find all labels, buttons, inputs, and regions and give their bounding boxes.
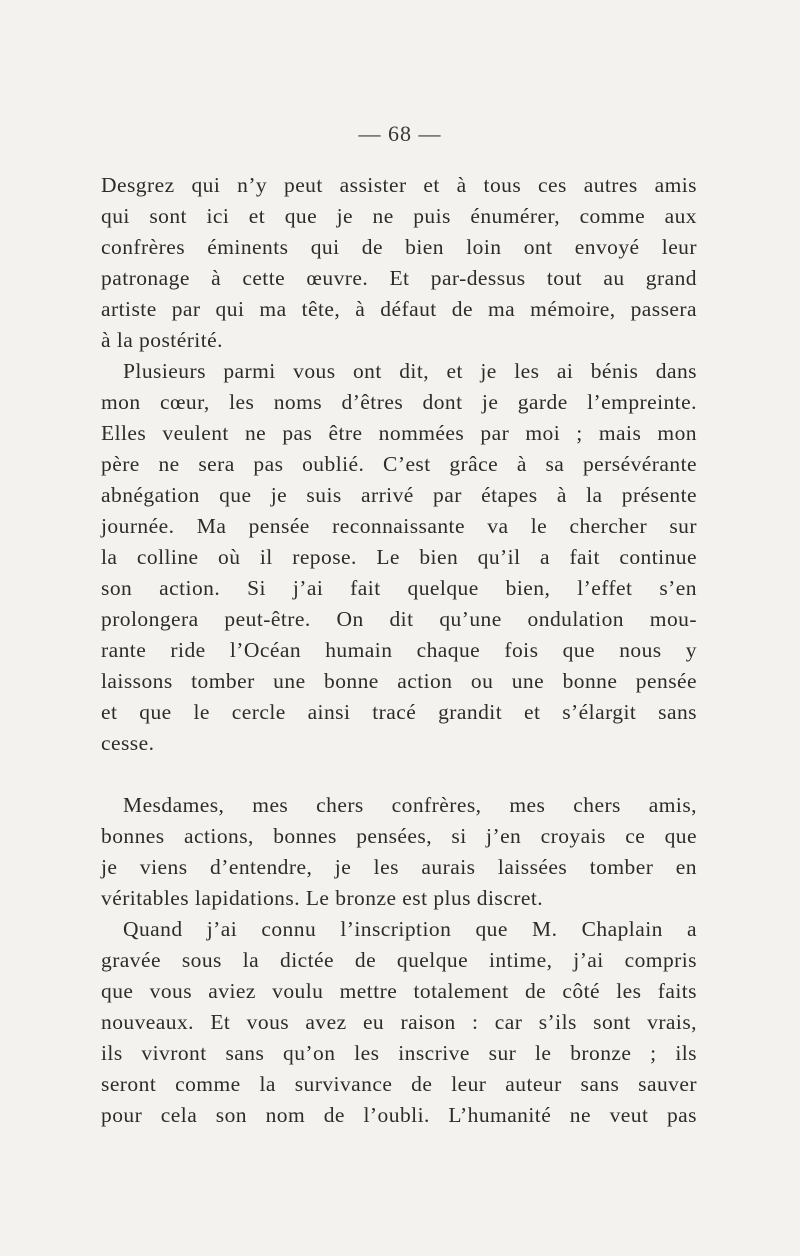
paragraph-4 [101, 914, 697, 1131]
text-line: que vous aviez voulu mettre totalement de côté les faits [101, 979, 697, 1003]
paragraph-3 [101, 790, 697, 914]
text-line: Quand j’ai connu l’inscription que M. Chaplain a [123, 917, 697, 941]
body-text [101, 170, 697, 1131]
text-line: je viens d’entendre, je les aurais laissées tomber en [101, 855, 697, 879]
text-line: rante ride l’Océan humain chaque fois que nous y [101, 638, 697, 662]
paragraph-gap [101, 759, 697, 790]
text-line: artiste par qui ma tête, à défaut de ma mémoire, passera [101, 297, 697, 321]
text-line: abnégation que je suis arrivé par étapes à la présente [101, 483, 697, 507]
text-line: journée. Ma pensée reconnaissante va le chercher sur [101, 514, 697, 538]
text-line: véritables lapidations. Le bronze est plus discret. [101, 886, 544, 910]
text-line: et que le cercle ainsi tracé grandit et s’élargit sans [101, 700, 697, 724]
text-line: à la postérité. [101, 328, 223, 352]
text-line: Plusieurs parmi vous ont dit, et je les ai bénis dans [123, 359, 697, 383]
text-line: père ne sera pas oublié. C’est grâce à sa persévérante [101, 452, 697, 476]
text-line: ils vivront sans qu’on les inscrive sur le bronze ; ils [101, 1041, 697, 1065]
page-number: — 68 — [358, 121, 442, 146]
text-line: bonnes actions, bonnes pensées, si j’en croyais ce que [101, 824, 697, 848]
text-line: Elles veulent ne pas être nommées par moi ; mais mon [101, 421, 697, 445]
text-line: mon cœur, les noms d’êtres dont je garde l’empreinte. [101, 390, 697, 414]
paragraph-1 [101, 170, 697, 356]
text-line: la colline où il repose. Le bien qu’il a fait continue [101, 545, 697, 569]
text-line: prolongera peut-être. On dit qu’une ondulation mou- [101, 607, 697, 631]
text-line: nouveaux. Et vous avez eu raison : car s’ils sont vrais, [101, 1010, 697, 1034]
text-line: confrères éminents qui de bien loin ont envoyé leur [101, 235, 697, 259]
text-line: qui sont ici et que je ne puis énumérer, comme aux [101, 204, 697, 228]
paragraph-2 [101, 356, 697, 759]
text-line: pour cela son nom de l’oubli. L’humanité ne veut pas [101, 1103, 697, 1127]
text-line: laissons tomber une bonne action ou une bonne pensée [101, 669, 697, 693]
text-line: seront comme la survivance de leur auteur sans sauver [101, 1072, 697, 1096]
text-line: cesse. [101, 731, 155, 755]
text-line: gravée sous la dictée de quelque intime, j’ai compris [101, 948, 697, 972]
text-line: patronage à cette œuvre. Et par-dessus tout au grand [101, 266, 697, 290]
text-line: Mesdames, mes chers confrères, mes chers amis, [123, 793, 697, 817]
text-line: son action. Si j’ai fait quelque bien, l’effet s’en [101, 576, 697, 600]
text-line: Desgrez qui n’y peut assister et à tous ces autres amis [101, 173, 697, 197]
